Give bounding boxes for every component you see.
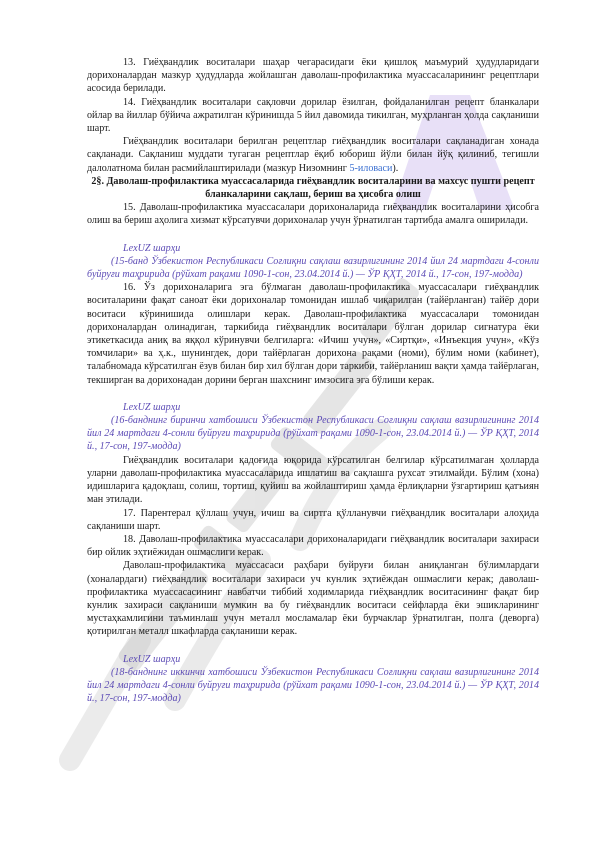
paragraph-16: 16. Ўз дорихоналарига эга бўлмаган даволаш-профилактика муассасалари гиёҳвандлик воситаларини фақат саноат ёки дорихоналар томонидан ишлаб чиқарилган (тайёрланган) тайёр дори воситаси кўринишида олишлари керак. Даволаш-профилактика муассасалари томонидан дорихоналардан олинадиган, таркибида гиёҳвандлик воситалари бўлган дорилар сигнатура ёки этикеткасида аниқ ва яққол кўринувчи белгиларга: «Ичиш учун», «Сиртқи», «Инъекция учун», «Кўз томчилари» ва ҳ.к., шунингдек, дори тайёрлаган дорихона рақами (номи), бўлим номи (кабинет), талабномада кўрсатилган ёзув билан бир хил бўлган дори таркиби, тайёрланиш вақти ҳамда тайёрлаган, текширган ва дорихонадан дорини берган шахснинг имзосига эга бўлиши керак.: [87, 282, 539, 386]
lexuz-note-text: (15-банд Ўзбекистон Республикаси Соғлиқни сақлаш вазирлигининг 2014 йил 24 мартдаги 4-сонли буйруғи таҳририда (рўйхат рақами 1090-1-сон, 23.04.2014 й.) — ЎР ҚҲТ, 2014 й., 17-сон, 197-модда): [87, 255, 539, 281]
lexuz-note-text: (18-банднинг иккинчи хатбошиси Ўзбекистон Республикаси Соғлиқни сақлаш вазирлигининг 2014 йил 24 мартдаги 4-сонли буйруғи таҳририда (рўйхат рақами 1090-1-сон, 23.04.2014 й.) — ЎР ҚҲТ, 2014 й., 17-сон, 197-модда): [87, 666, 539, 705]
lexuz-note-text: (16-банднинг биринчи хатбошиси Ўзбекистон Республикаси Соғлиқни сақлаш вазирлигининг 2014 йил 24 мартдаги 4-сонли буйруғи таҳририда (рўйхат рақами 1090-1-сон, 23.04.2014 й.) — ЎР ҚҲТ, 2014 й., 17-сон, 197-модда): [87, 415, 539, 453]
paragraph-14-second-end: ).: [392, 162, 399, 174]
paragraph-16-second: Гиёҳвандлик воситалари қадоғида юқорида кўрсатилган белгилар кўрсатилмаган ҳолларда уларни даволаш-профилактика муассасаларида ишлатиш ва сақлашга рухсат этилмайди. Бўлим (хона) идишларига қадоқлаш, солиш, тортиш, қуйиш ва жойлаштириш ҳамда ёрлиқларни ўзгартириш қатъиян ман этилади.: [87, 454, 539, 506]
annex-5-link[interactable]: 5-иловаси: [349, 162, 393, 174]
paragraph-15: 15. Даволаш-профилактика муассасалари дорихоналарида гиёҳвандлик воситаларини ҳисобга олиш ва бериш аҳолига хизмат кўрсатувчи дорихоналар учун ўрнатилган тартибда амалга оширилади.: [87, 202, 539, 227]
paragraph-17: 17. Парентерал қўллаш учун, ичиш ва сиртга қўлланувчи гиёҳвандлик воситалари алоҳида сақланиши шарт.: [87, 507, 539, 532]
paragraph-14-second: [87, 135, 539, 175]
section-heading: 2§. Даволаш-профилактика муассасаларида гиёҳвандлик воситаларини ва махсус пушти рецепт бланкаларини сақлаш, бериш ва ҳисобга олиш: [91, 175, 535, 201]
paragraph-13: 13. Гиёҳвандлик воситалари шаҳар чегарасидаги ёки қишлоқ маъмурий ҳудудларидаги дорихоналардан мазкур ҳудудларда жойлашган даволаш-профилактика муассасаларининг рецептлари асосида берилади.: [87, 57, 539, 95]
document-page: [87, 56, 539, 705]
lexuz-note-label[interactable]: LexUZ шарҳи: [123, 242, 181, 254]
paragraph-18: 18. Даволаш-профилактика муассасалари дорихоналаридаги гиёҳвандлик воситалари захираси бир ойлик эҳтиёжидан ошмаслиги керак.: [87, 533, 539, 559]
paragraph-14-second-text: Гиёҳвандлик воситалари берилган рецептлар гиёҳвандлик воситалари сақланадиган хонада сақланади. Сақланиш муддати тугаган рецептлар ёқиб юбориш йўли билан йўқ қилиниб, тегишли далолатнома билан расмийлаштирилади (мазкур Низомнинг: [87, 136, 539, 174]
lexuz-note-label[interactable]: LexUZ шарҳи: [123, 653, 181, 665]
paragraph-14: 14. Гиёҳвандлик воситалари сақловчи дорилар ёзилган, фойдаланилган рецепт бланкалари ойлар ва йиллар бўйича ажратилган кўринишда 5 йил давомида тикилган, муҳрланган ҳолда сақланиши шарт.: [87, 96, 539, 135]
lexuz-note-label[interactable]: LexUZ шарҳи: [123, 401, 181, 413]
paragraph-18-second: Даволаш-профилактика муассасаси раҳбари буйруғи билан аниқланган бўлимлардаги (хоналардаги) гиёҳвандлик воситалари захираси уч кунлик эҳтиёждан ошмаслиги керак; даволаш-профилактика муассасасининг навбатчи тиббий ходимларида гиёҳвандлик воситасининг фақат бир кунлик захираси сақланиши мумкин ва бу гиёҳвандлик воситаси сейфларда ёки эшикларининг мустаҳкамлигини таъминлаш учун металл мосламалар ёки бурчаклар ўрнатилган, полга (деворга) қотирилган металл шкафларда сақланиши керак.: [87, 560, 539, 638]
